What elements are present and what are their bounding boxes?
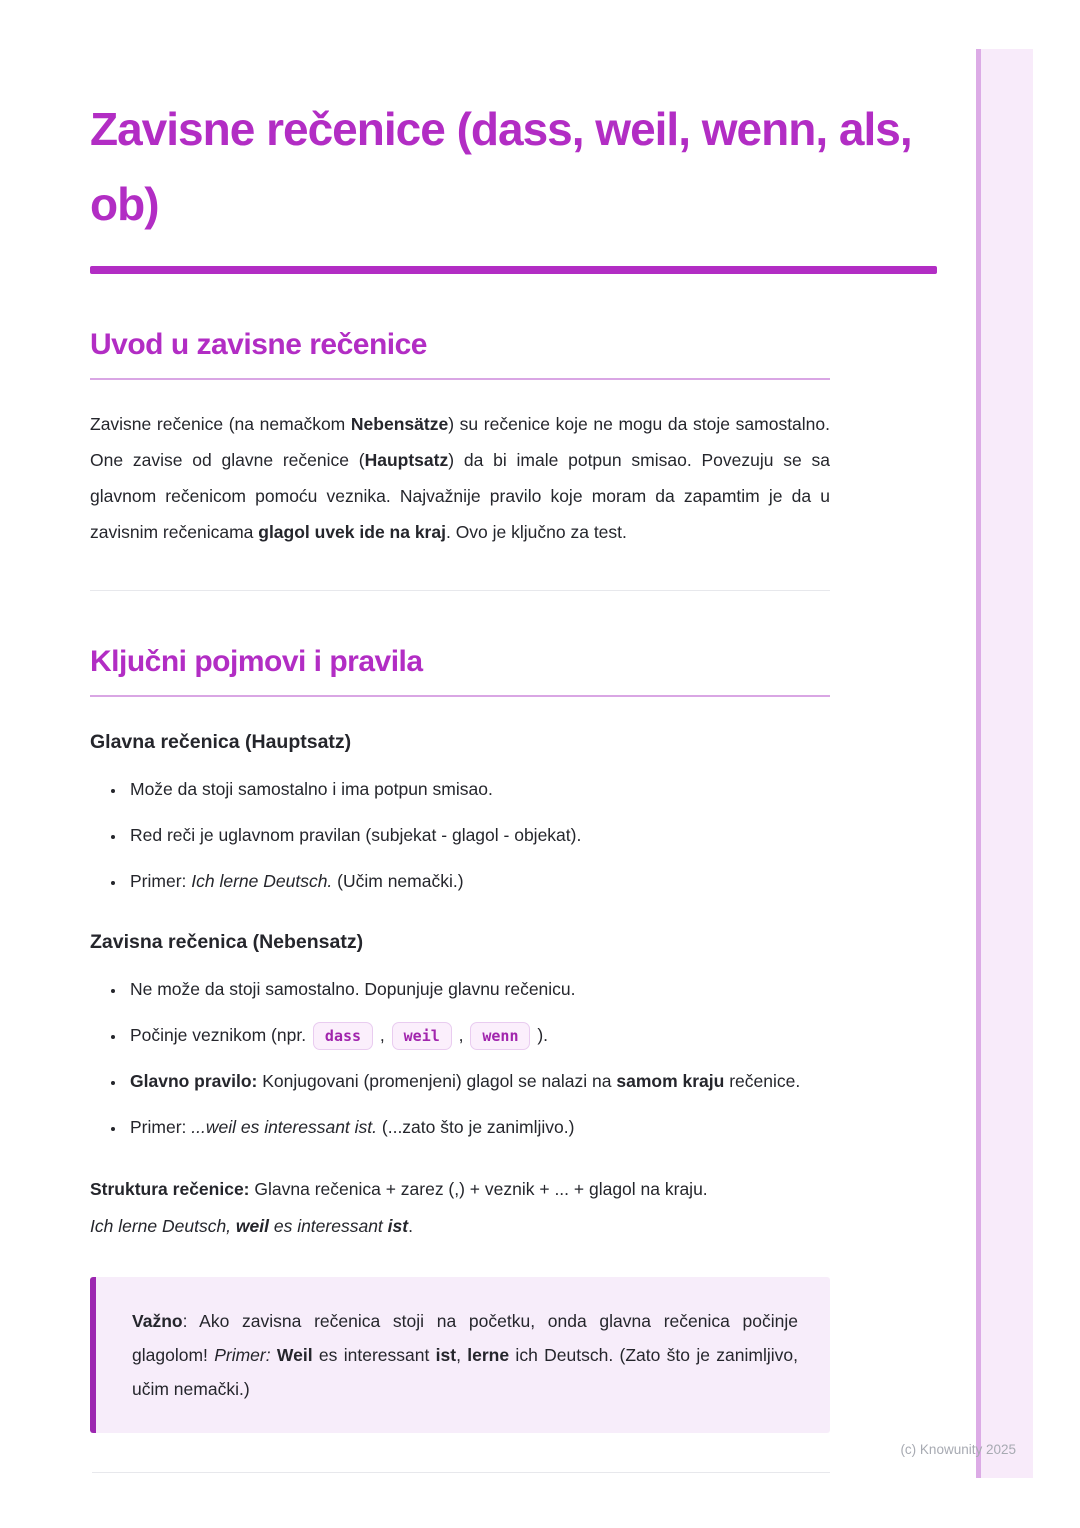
text-segment: Može da stoji samostalno i ima potpun smisao. [130, 779, 493, 799]
text-segment: ). [532, 1025, 549, 1045]
text-segment: lerne [467, 1345, 510, 1365]
list-item [126, 1020, 830, 1051]
section-intro [90, 328, 830, 550]
bottom-divider [92, 1472, 830, 1473]
code-token: wenn [470, 1022, 530, 1050]
list-item [126, 774, 830, 805]
text-segment: es interessant [268, 1216, 388, 1236]
document-content [90, 0, 912, 1433]
structure-line [90, 1171, 830, 1208]
list-item [126, 974, 830, 1005]
page-side-strip [976, 49, 1033, 1478]
text-segment: Ich lerne Deutsch, [90, 1216, 236, 1236]
section-key-concepts [90, 645, 830, 1433]
text-segment: Zavisne rečenice (na nemačkom [90, 414, 351, 434]
text-segment: (Učim nemački.) [332, 871, 464, 891]
text-segment: samom kraju [616, 1071, 725, 1091]
text-segment: Primer: [130, 1117, 192, 1137]
title-rule [90, 266, 937, 274]
text-segment: Primer: [130, 871, 192, 891]
callout-text [132, 1304, 798, 1406]
code-token: weil [392, 1022, 452, 1050]
important-callout [90, 1277, 830, 1433]
text-segment: ich Deutsch. (Zato što je zanimljivo, učim nemački.) [132, 1345, 798, 1399]
text-segment: Ich lerne Deutsch. [191, 871, 333, 891]
text-segment: , [453, 1025, 469, 1045]
text-segment: Struktura rečenice: [90, 1179, 250, 1199]
text-segment: glagol uvek ide na kraj [258, 522, 446, 542]
text-segment: : Ako zavisna rečenica stoji na početku, onda glavna rečenica počinje glagolom! [132, 1311, 798, 1365]
text-segment: ist [387, 1216, 409, 1236]
code-token: dass [313, 1022, 373, 1050]
text-segment: , [375, 1025, 390, 1045]
text-segment: , [456, 1345, 468, 1365]
text-segment: ) da bi imale potpun smisao. Povezuju se sa glavnom rečenicom pomoću veznika. Najvažnije pravilo koje moram da zapamtim je da u zavisnim rečenicama [90, 450, 831, 542]
text-segment: Važno [132, 1311, 183, 1331]
list-item [126, 820, 830, 851]
text-segment: . [408, 1216, 413, 1236]
section-heading-uvod: Uvod u zavisne rečenice [90, 328, 830, 380]
list-item [126, 1112, 830, 1143]
list-item [126, 866, 830, 897]
text-segment: (...zato što je zanimljivo.) [377, 1117, 575, 1137]
intro-paragraph [90, 406, 830, 550]
text-segment: ...weil es interessant ist. [191, 1117, 378, 1137]
text-segment: Nebensätze [350, 414, 449, 434]
text-segment: Primer: [214, 1345, 271, 1365]
text-segment: Glavno pravilo: [130, 1071, 258, 1091]
text-segment: Weil [276, 1345, 313, 1365]
structure-example-line [90, 1208, 830, 1245]
text-segment: es interessant [312, 1345, 436, 1365]
text-segment: ist [435, 1345, 457, 1365]
page-title: Zavisne rečenice (dass, weil, wenn, als, ob) [90, 103, 912, 230]
text-segment: Ne može da stoji samostalno. Dopunjuje glavnu rečenicu. [130, 979, 576, 999]
subheading-nebensatz: Zavisna rečenica (Nebensatz) [90, 931, 364, 953]
text-segment: ) su rečenice koje ne mogu da stoje samostalno. One zavise od glavne rečenice ( [90, 414, 831, 470]
hauptsatz-list [90, 774, 830, 897]
text-segment: Glavna rečenica + zarez (,) + veznik + ... + glagol na kraju. [249, 1179, 708, 1199]
list-item [126, 1066, 830, 1097]
text-segment: Konjugovani (promenjeni) glagol se nalazi na [257, 1071, 617, 1091]
section-divider [90, 590, 830, 591]
footer-credit: (c) Knowunity 2025 [900, 1442, 1016, 1457]
text-segment: weil [235, 1216, 269, 1236]
subheading-hauptsatz: Glavna rečenica (Hauptsatz) [90, 731, 352, 753]
text-segment: Red reči je uglavnom pravilan (subjekat - glagol - objekat). [130, 825, 582, 845]
section-heading-kljucni: Ključni pojmovi i pravila [90, 645, 830, 697]
text-segment: Počinje veznikom (npr. [130, 1025, 311, 1045]
text-segment: Hauptsatz [364, 450, 449, 470]
text-segment: rečenice. [724, 1071, 801, 1091]
nebensatz-list [90, 974, 830, 1143]
text-segment: . Ovo je ključno za test. [445, 522, 627, 542]
